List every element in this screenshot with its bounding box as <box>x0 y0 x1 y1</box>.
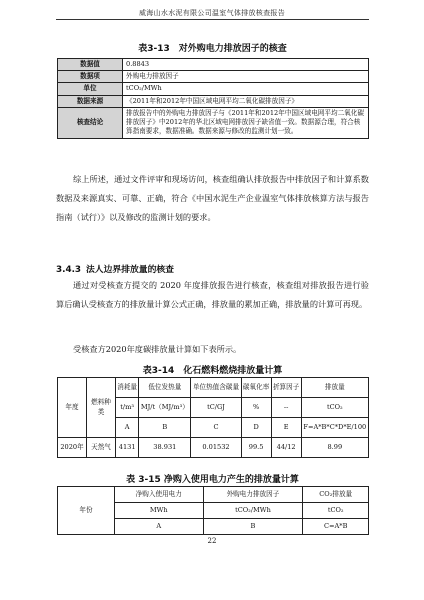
table-3-14 <box>57 377 369 458</box>
table-row <box>58 71 369 83</box>
row-value: 外购电力排放因子 <box>123 71 369 83</box>
row-label: 数据值 <box>58 59 123 71</box>
row-label: 单位 <box>58 83 123 95</box>
value-cell: 44/12 <box>271 438 301 458</box>
column-header: 排放量 <box>301 378 368 398</box>
table-3-15 <box>57 486 369 535</box>
unit-cell: % <box>241 398 271 418</box>
letter-cell: C <box>191 418 241 438</box>
column-header: 低位发热量 <box>139 378 191 398</box>
column-header: 净购入使用电力 <box>115 487 204 503</box>
row-label: 数据来源 <box>58 95 123 107</box>
row-label: 核查结论 <box>58 107 123 138</box>
section-number: 3.4.3 <box>56 265 82 275</box>
unit-cell: tCO₂ <box>303 503 369 519</box>
table-row <box>58 107 369 138</box>
fuel-header: 燃料种类 <box>87 378 116 438</box>
column-header: 消耗量 <box>116 378 139 398</box>
unit-cell: tCO₂/MWh <box>203 503 303 519</box>
table-intro-paragraph: 受核查方2020年度碳排放量计算如下表所示。 <box>73 344 242 354</box>
table-row <box>58 438 369 458</box>
column-header: CO₂排放量 <box>303 487 369 503</box>
letter-cell: A <box>115 519 204 535</box>
unit-cell: tC/GJ <box>191 398 241 418</box>
letter-cell: C=A*B <box>303 519 369 535</box>
year-header: 年份 <box>58 487 115 535</box>
unit-cell: t/m³ <box>116 398 139 418</box>
letter-cell: B <box>203 519 303 535</box>
running-header: 威海山水水泥有限公司温室气体排放核查报告 <box>139 9 285 17</box>
value-cell: 8.99 <box>301 438 368 458</box>
table-3-13 <box>57 58 369 139</box>
verification-paragraph: 通过对受核查方提交的 2020 年度排放报告进行核查，核查组对排放报告进行验算后确认受核查方的排放量计算公式正确，排放量的累加正确，排放量的计算可再现。 <box>56 280 369 309</box>
table-row <box>58 83 369 95</box>
section-heading <box>56 262 174 275</box>
value-cell: 38.931 <box>139 438 191 458</box>
value-cell: 0.01532 <box>191 438 241 458</box>
table-row <box>58 95 369 107</box>
column-header: 折算因子 <box>271 378 301 398</box>
value-cell: 4131 <box>116 438 139 458</box>
column-header: 单位热值含碳量 <box>191 378 241 398</box>
summary-paragraph: 综上所述，通过文件评审和现场访问，核查组确认排放报告中排放因子和计算系数数据及来源真实、可靠、正确，符合《中国水泥生产企业温室气体排放核算方法与报告指南（试行）》以及修改的监测计划的要求。 <box>56 174 369 222</box>
value-cell: 99.5 <box>241 438 271 458</box>
unit-cell: MWh <box>115 503 204 519</box>
unit-cell: MJ/t（MJ/m³） <box>139 398 191 418</box>
letter-cell: B <box>139 418 191 438</box>
table-3-13-title: 表3-13 对外购电力排放因子的核查 <box>138 44 287 54</box>
table-row <box>58 378 369 398</box>
row-value: tCO₂/MWh <box>123 83 369 95</box>
column-header: 外购电力排放因子 <box>203 487 303 503</box>
letter-cell: A <box>116 418 139 438</box>
fuel-cell: 天然气 <box>87 438 116 458</box>
letter-cell: E <box>271 418 301 438</box>
column-header: 碳氧化率 <box>241 378 271 398</box>
letter-cell: D <box>241 418 271 438</box>
unit-cell: -- <box>271 398 301 418</box>
table-3-14-title: 表3-14 化石燃料燃烧排放量计算 <box>142 366 283 376</box>
table-row <box>58 487 369 503</box>
year-header: 年度 <box>58 378 87 438</box>
page-number: 22 <box>207 537 217 545</box>
section-title: 法人边界排放量的核查 <box>86 265 174 275</box>
row-value: 《2011年和2012年中国区域电网平均二氧化碳排放因子》 <box>123 95 369 107</box>
table-row <box>58 59 369 71</box>
year-cell: 2020年 <box>58 438 87 458</box>
row-value: 0.8843 <box>123 59 369 71</box>
row-label: 数据项 <box>58 71 123 83</box>
table-3-15-title: 表 3-15 净购入使用电力产生的排放量计算 <box>126 475 299 485</box>
letter-cell: F=A*B*C*D*E/100 <box>301 418 368 438</box>
row-value: 排放报告中的外购电力排放因子与《2011年和2012年中国区域电网平均二氧化碳排放因子》中2012年的华北区域电网排放因子缺省值一致。数据源合理，符合核算指南要求，数据准确。数据来源与修改的监测计划一致。 <box>123 107 369 138</box>
header-rule <box>56 19 369 20</box>
unit-cell: tCO₂ <box>301 398 368 418</box>
